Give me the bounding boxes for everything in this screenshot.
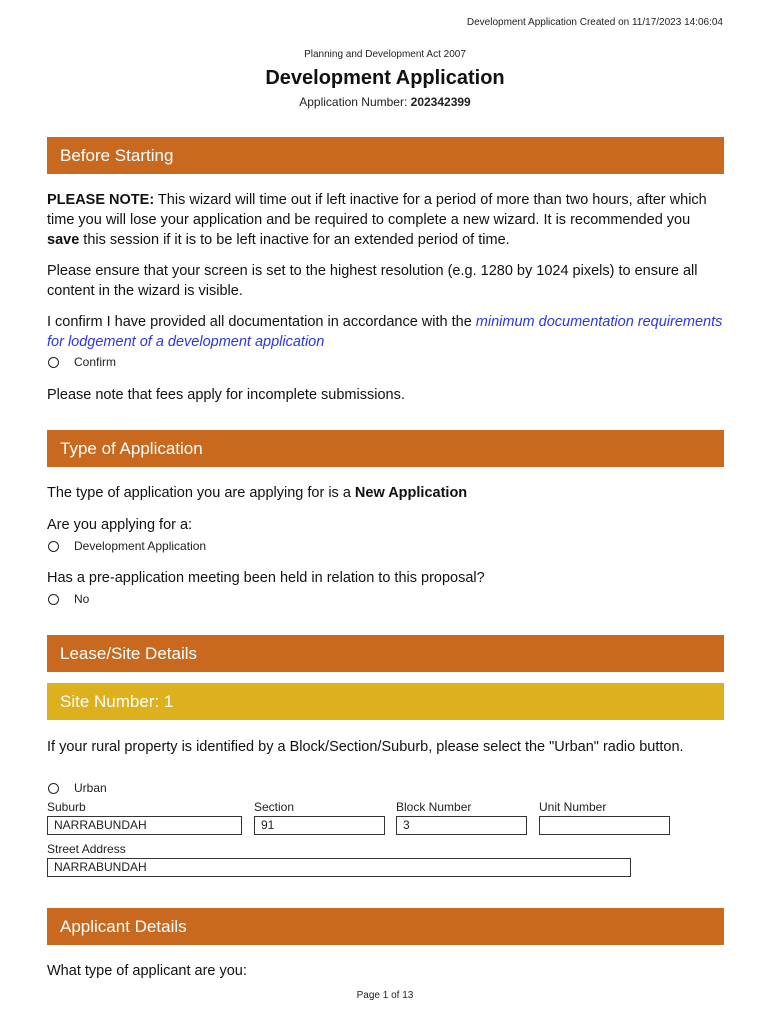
- note-text-2: this session if it is to be left inactive for an extended period of time.: [79, 232, 510, 248]
- application-type-text: The type of application you are applying for is a: [47, 485, 355, 501]
- confirm-radio-row[interactable]: [48, 354, 116, 370]
- resolution-note: Please ensure that your screen is set to the highest resolution (e.g. 1280 by 1024 pixels) to ensure all content in the wizard is visible.: [47, 263, 698, 299]
- section-label: Section: [254, 800, 295, 814]
- pre-application-no-radio-row[interactable]: [48, 591, 89, 607]
- application-number-label: Application Number:: [299, 95, 408, 109]
- section-field[interactable]: 91: [254, 816, 385, 835]
- urban-radio-label: Urban: [74, 781, 107, 795]
- applying-for-question: Are you applying for a:: [47, 517, 193, 533]
- note-label: PLEASE NOTE:: [47, 192, 155, 208]
- unit-number-field[interactable]: [539, 816, 670, 835]
- applicant-type-question: What type of applicant are you:: [47, 963, 247, 979]
- confirm-text: I confirm I have provided all documentation in accordance with the: [47, 314, 476, 330]
- urban-radio-row[interactable]: [48, 780, 107, 796]
- application-number: [0, 95, 770, 109]
- note-save: save: [47, 232, 80, 248]
- urban-radio[interactable]: [48, 783, 59, 794]
- block-number-label: Block Number: [396, 800, 472, 814]
- suburb-field[interactable]: NARRABUNDAH: [47, 816, 242, 835]
- rural-property-note: If your rural property is identified by a Block/Section/Suburb, please select the "Urban" radio button.: [47, 739, 684, 755]
- section-header-type-of-application: Type of Application: [47, 430, 724, 467]
- street-address-field[interactable]: NARRABUNDAH: [47, 858, 631, 877]
- created-timestamp: Development Application Created on 11/17/2023 14:06:04: [466, 17, 723, 28]
- pre-application-no-radio[interactable]: [48, 594, 59, 605]
- section-header-lease-site-details: Lease/Site Details: [47, 635, 724, 672]
- page-title: Development Application: [265, 67, 505, 89]
- pre-application-no-radio-label: No: [74, 592, 90, 606]
- block-number-field[interactable]: 3: [396, 816, 527, 835]
- section-header-before-starting: Before Starting: [47, 137, 724, 174]
- application-type-value: New Application: [354, 485, 468, 501]
- confirm-statement: [47, 312, 724, 352]
- section-header-applicant-details: Applicant Details: [47, 908, 724, 945]
- application-type-statement: [47, 483, 724, 503]
- subsection-header-site-number: Site Number: 1: [47, 683, 724, 720]
- confirm-radio-label: Confirm: [74, 355, 117, 369]
- pre-application-question: Has a pre-application meeting been held in relation to this proposal?: [47, 570, 485, 586]
- confirm-radio[interactable]: [48, 357, 59, 368]
- unit-number-label: Unit Number: [539, 800, 607, 814]
- timeout-note: [47, 190, 724, 250]
- development-application-radio-row[interactable]: [48, 538, 206, 554]
- note-text-1: This wizard will time out if left inactive for a period of more than two hours, after which time you will lose your application and be required to complete a new wizard. It is recommended you: [47, 192, 707, 228]
- fees-note: Please note that fees apply for incomplete submissions.: [47, 387, 405, 403]
- suburb-label: Suburb: [47, 800, 86, 814]
- act-reference: Planning and Development Act 2007: [304, 49, 466, 60]
- development-application-radio-label: Development Application: [74, 539, 207, 553]
- application-number-value: 202342399: [410, 95, 471, 109]
- documentation-requirements-link[interactable]: minimum documentation requirements for lodgement of a development application: [47, 314, 723, 350]
- page-number: Page 1 of 13: [356, 990, 414, 1001]
- street-address-label: Street Address: [47, 842, 126, 856]
- development-application-radio[interactable]: [48, 541, 59, 552]
